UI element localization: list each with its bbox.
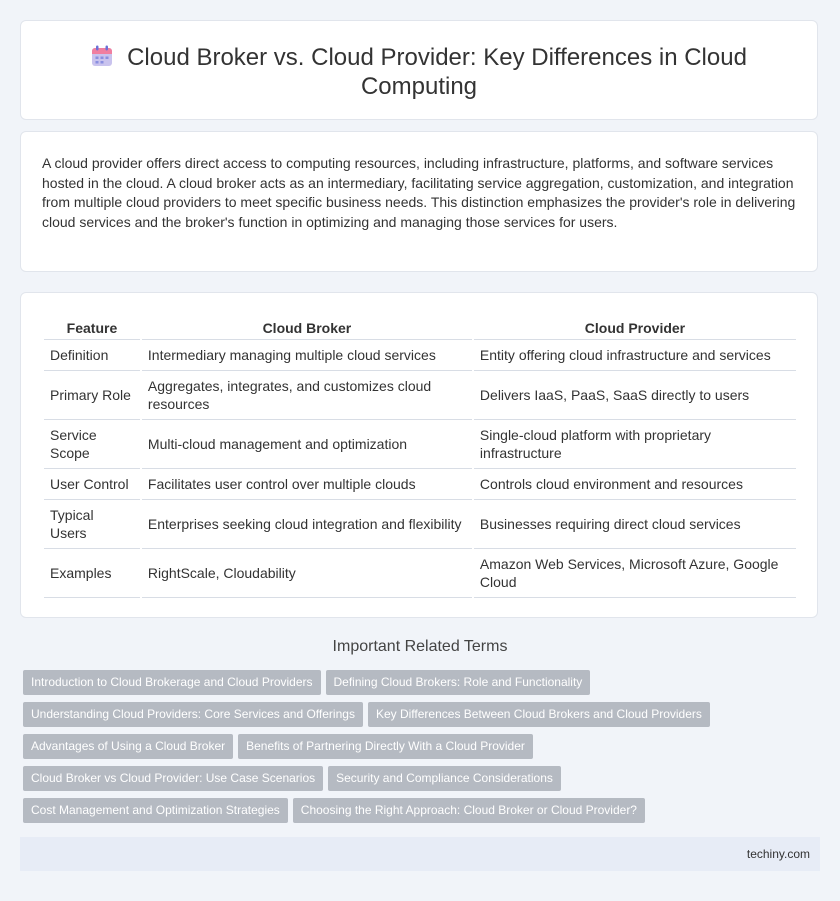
table-cell: Intermediary managing multiple cloud services [142, 340, 472, 371]
related-terms-list [23, 670, 813, 830]
related-term-tag[interactable]: Introduction to Cloud Brokerage and Cloud Providers [23, 670, 321, 695]
table-cell: Delivers IaaS, PaaS, SaaS directly to users [474, 371, 796, 420]
table-row [44, 340, 796, 371]
title-card [20, 20, 818, 120]
page-title: Cloud Broker vs. Cloud Provider: Key Differences in Cloud Computing [127, 44, 747, 100]
table-cell: Entity offering cloud infrastructure and services [474, 340, 796, 371]
header-feature: Feature [44, 315, 140, 340]
related-terms-heading: Important Related Terms [332, 638, 508, 655]
comparison-table [42, 315, 798, 598]
table-cell: Examples [44, 549, 140, 598]
intro-paragraph: A cloud provider offers direct access to computing resources, including infrastructure, platforms, and software services hosted in the cloud. A cloud broker acts as an intermediary, facilitating service aggregation, customization, and integration from multiple cloud providers to meet specific business needs. This distinction emphasizes the provider's role in delivering cloud services and the broker's function in optimizing and managing those services for users. [42, 155, 796, 230]
related-term-tag[interactable]: Benefits of Partnering Directly With a Cloud Provider [238, 734, 533, 759]
table-cell: Enterprises seeking cloud integration and flexibility [142, 500, 472, 549]
table-row [44, 420, 796, 469]
table-cell: Controls cloud environment and resources [474, 469, 796, 500]
table-cell: Businesses requiring direct cloud services [474, 500, 796, 549]
page-header [21, 43, 817, 101]
table-row [44, 469, 796, 500]
table-cell: Facilitates user control over multiple clouds [142, 469, 472, 500]
header-cloud-provider: Cloud Provider [474, 315, 796, 340]
table-cell: User Control [44, 469, 140, 500]
related-term-tag[interactable]: Defining Cloud Brokers: Role and Functionality [326, 670, 591, 695]
table-cell: Definition [44, 340, 140, 371]
table-cell: Single-cloud platform with proprietary infrastructure [474, 420, 796, 469]
related-term-tag[interactable]: Advantages of Using a Cloud Broker [23, 734, 233, 759]
footer [20, 837, 820, 871]
table-cell: RightScale, Cloudability [142, 549, 472, 598]
related-term-tag[interactable]: Security and Compliance Considerations [328, 766, 561, 791]
intro-card [20, 131, 818, 272]
comparison-card [20, 292, 818, 618]
table-cell: Typical Users [44, 500, 140, 549]
calendar-icon [91, 45, 113, 67]
table-row [44, 549, 796, 598]
table-cell: Multi-cloud management and optimization [142, 420, 472, 469]
table-cell: Service Scope [44, 420, 140, 469]
table-row [44, 371, 796, 420]
related-term-tag[interactable]: Key Differences Between Cloud Brokers and Cloud Providers [368, 702, 710, 727]
header-cloud-broker: Cloud Broker [142, 315, 472, 340]
table-cell: Primary Role [44, 371, 140, 420]
table-header-row [44, 315, 796, 340]
related-term-tag[interactable]: Choosing the Right Approach: Cloud Broker or Cloud Provider? [293, 798, 645, 823]
related-term-tag[interactable]: Cost Management and Optimization Strategies [23, 798, 288, 823]
table-cell: Aggregates, integrates, and customizes cloud resources [142, 371, 472, 420]
footer-site-name: techiny.com [746, 847, 810, 861]
related-term-tag[interactable]: Cloud Broker vs Cloud Provider: Use Case Scenarios [23, 766, 323, 791]
table-cell: Amazon Web Services, Microsoft Azure, Google Cloud [474, 549, 796, 598]
related-term-tag[interactable]: Understanding Cloud Providers: Core Services and Offerings [23, 702, 363, 727]
table-row [44, 500, 796, 549]
